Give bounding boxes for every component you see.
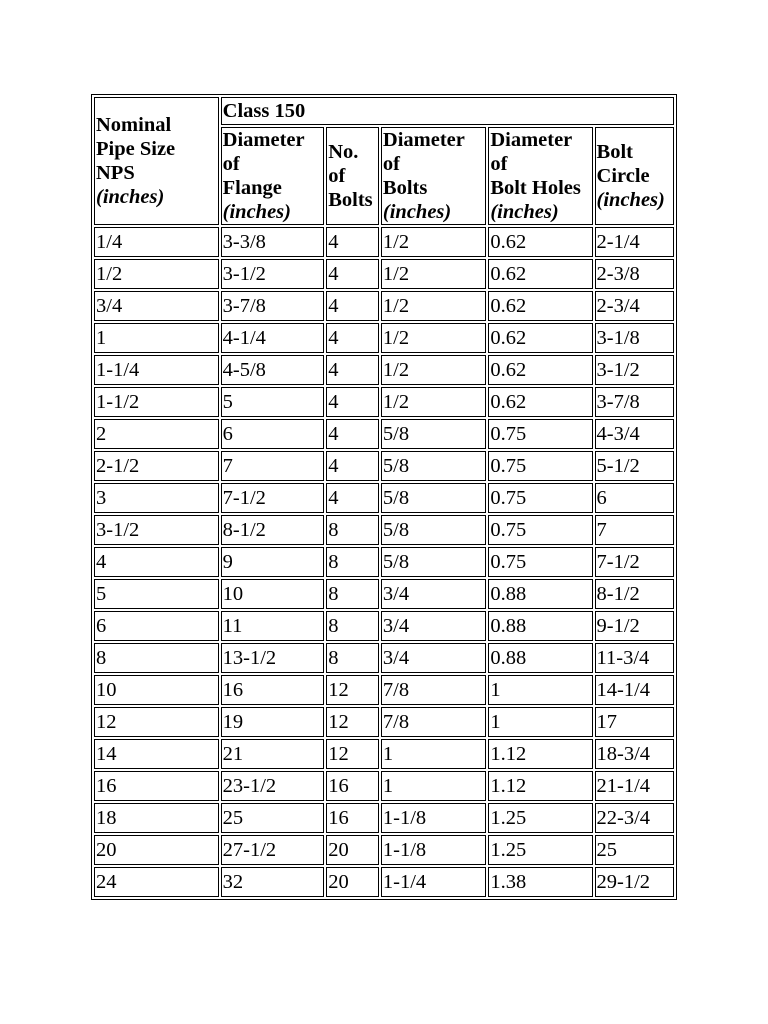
bolt-diameter-cell: 5/8 (381, 451, 486, 481)
flange-diameter-cell: 9 (221, 547, 325, 577)
bolt-count-cell: 16 (326, 803, 379, 833)
bolt-circle-cell: 5-1/2 (595, 451, 674, 481)
column-header-line: Diameter (222, 129, 305, 151)
header-row-class (94, 97, 674, 125)
bolt-count-cell: 4 (326, 419, 379, 449)
column-header-bolt-count (326, 127, 379, 225)
flange-diameter-cell: 7 (221, 451, 325, 481)
flange-diameter-cell: 3-7/8 (221, 291, 325, 321)
bolt-diameter-cell: 1/2 (381, 387, 486, 417)
bolt-hole-cell: 1.38 (488, 867, 592, 897)
flange-diameter-cell: 32 (221, 867, 325, 897)
bolt-circle-cell: 21-1/4 (595, 771, 674, 801)
table-row (94, 739, 674, 769)
bolt-diameter-cell: 7/8 (381, 707, 486, 737)
table-row (94, 803, 674, 833)
bolt-diameter-cell: 1/2 (381, 291, 486, 321)
table-row (94, 515, 674, 545)
column-header-unit: (inches) (596, 189, 665, 211)
nps-cell: 2 (94, 419, 219, 449)
bolt-diameter-cell: 3/4 (381, 579, 486, 609)
bolt-diameter-cell: 5/8 (381, 515, 486, 545)
bolt-count-cell: 4 (326, 355, 379, 385)
nps-header-line-3: NPS (96, 162, 135, 184)
table-row (94, 355, 674, 385)
table-row (94, 259, 674, 289)
nps-cell: 1/4 (94, 227, 219, 257)
bolt-circle-cell: 6 (595, 483, 674, 513)
bolt-hole-cell: 0.75 (488, 515, 592, 545)
column-header-line: Diameter (382, 129, 465, 151)
column-header-flange-diameter (221, 127, 325, 225)
bolt-diameter-cell: 1-1/4 (381, 867, 486, 897)
bolt-circle-cell: 7-1/2 (595, 547, 674, 577)
bolt-hole-cell: 1 (488, 707, 592, 737)
bolt-hole-cell: 0.75 (488, 419, 592, 449)
column-header-line: Diameter (490, 129, 573, 151)
flange-diameter-cell: 4-5/8 (221, 355, 325, 385)
flange-diameter-cell: 11 (221, 611, 325, 641)
bolt-diameter-cell: 1/2 (381, 259, 486, 289)
flange-diameter-cell: 5 (221, 387, 325, 417)
bolt-diameter-cell: 5/8 (381, 483, 486, 513)
bolt-count-cell: 12 (326, 739, 379, 769)
nps-cell: 12 (94, 707, 219, 737)
nps-header-line-1: Nominal (96, 114, 172, 136)
table-row (94, 675, 674, 705)
nps-header-cell (94, 97, 219, 225)
bolt-circle-cell: 2-1/4 (595, 227, 674, 257)
bolt-diameter-cell: 3/4 (381, 643, 486, 673)
bolt-count-cell: 20 (326, 835, 379, 865)
table-row (94, 579, 674, 609)
bolt-hole-cell: 0.88 (488, 579, 592, 609)
table-row (94, 387, 674, 417)
bolt-count-cell: 4 (326, 227, 379, 257)
column-header-unit: (inches) (222, 201, 291, 223)
bolt-count-cell: 8 (326, 515, 379, 545)
nps-cell: 16 (94, 771, 219, 801)
bolt-diameter-cell: 1-1/8 (381, 835, 486, 865)
column-header-line: Flange (222, 177, 282, 199)
table-row (94, 771, 674, 801)
flange-diameter-cell: 10 (221, 579, 325, 609)
table-row (94, 419, 674, 449)
bolt-diameter-cell: 1 (381, 771, 486, 801)
bolt-hole-cell: 0.62 (488, 323, 592, 353)
flange-diameter-cell: 21 (221, 739, 325, 769)
column-header-line: Bolt Holes (490, 177, 581, 199)
bolt-circle-cell: 11-3/4 (595, 643, 674, 673)
bolt-hole-cell: 0.62 (488, 355, 592, 385)
nps-cell: 1 (94, 323, 219, 353)
bolt-count-cell: 8 (326, 547, 379, 577)
bolt-count-cell: 4 (326, 451, 379, 481)
column-header-line: of (490, 153, 508, 175)
bolt-diameter-cell: 5/8 (381, 547, 486, 577)
bolt-count-cell: 8 (326, 611, 379, 641)
nps-cell: 24 (94, 867, 219, 897)
table-row (94, 451, 674, 481)
bolt-count-cell: 4 (326, 483, 379, 513)
bolt-hole-cell: 1.12 (488, 739, 592, 769)
bolt-circle-cell: 17 (595, 707, 674, 737)
bolt-circle-cell: 3-1/8 (595, 323, 674, 353)
bolt-hole-cell: 0.75 (488, 547, 592, 577)
bolt-hole-cell: 0.75 (488, 483, 592, 513)
table-row (94, 291, 674, 321)
nps-cell: 3-1/2 (94, 515, 219, 545)
bolt-hole-cell: 0.62 (488, 259, 592, 289)
bolt-diameter-cell: 1/2 (381, 355, 486, 385)
flange-diameter-cell: 3-3/8 (221, 227, 325, 257)
bolt-hole-cell: 1 (488, 675, 592, 705)
nps-cell: 4 (94, 547, 219, 577)
bolt-hole-cell: 1.25 (488, 835, 592, 865)
bolt-diameter-cell: 1-1/8 (381, 803, 486, 833)
bolt-count-cell: 12 (326, 707, 379, 737)
nps-header-line-2: Pipe Size (96, 138, 176, 160)
table-row (94, 227, 674, 257)
flange-diameter-cell: 6 (221, 419, 325, 449)
nps-cell: 5 (94, 579, 219, 609)
bolt-hole-cell: 0.62 (488, 291, 592, 321)
nps-cell: 8 (94, 643, 219, 673)
bolt-hole-cell: 0.62 (488, 227, 592, 257)
column-header-line: of (328, 165, 346, 187)
flange-diameter-cell: 4-1/4 (221, 323, 325, 353)
bolt-circle-cell: 7 (595, 515, 674, 545)
bolt-hole-cell: 1.25 (488, 803, 592, 833)
column-header-unit: (inches) (382, 201, 452, 223)
bolt-diameter-cell: 5/8 (381, 419, 486, 449)
column-header-line: Circle (596, 165, 650, 187)
column-header-line: No. (328, 141, 359, 163)
nps-cell: 20 (94, 835, 219, 865)
flange-diameter-cell: 3-1/2 (221, 259, 325, 289)
bolt-circle-cell: 8-1/2 (595, 579, 674, 609)
flange-diameter-cell: 13-1/2 (221, 643, 325, 673)
bolt-diameter-cell: 1/2 (381, 227, 486, 257)
flange-dimensions-table (91, 94, 677, 900)
table-header (94, 97, 674, 225)
column-header-line: of (382, 153, 400, 175)
bolt-circle-cell: 3-1/2 (595, 355, 674, 385)
nps-cell: 1-1/4 (94, 355, 219, 385)
nps-cell: 1-1/2 (94, 387, 219, 417)
class-header-cell: Class 150 (221, 97, 674, 125)
flange-diameter-cell: 16 (221, 675, 325, 705)
bolt-hole-cell: 1.12 (488, 771, 592, 801)
bolt-circle-cell: 3-7/8 (595, 387, 674, 417)
bolt-circle-cell: 29-1/2 (595, 867, 674, 897)
column-header-line: Bolts (382, 177, 428, 199)
bolt-count-cell: 8 (326, 643, 379, 673)
bolt-count-cell: 12 (326, 675, 379, 705)
bolt-count-cell: 16 (326, 771, 379, 801)
table-body (94, 227, 674, 897)
nps-cell: 10 (94, 675, 219, 705)
bolt-count-cell: 4 (326, 323, 379, 353)
table-row (94, 643, 674, 673)
nps-cell: 6 (94, 611, 219, 641)
bolt-diameter-cell: 3/4 (381, 611, 486, 641)
nps-cell: 18 (94, 803, 219, 833)
column-header-unit: (inches) (490, 201, 559, 223)
table-row (94, 835, 674, 865)
bolt-circle-cell: 18-3/4 (595, 739, 674, 769)
flange-diameter-cell: 7-1/2 (221, 483, 325, 513)
bolt-circle-cell: 22-3/4 (595, 803, 674, 833)
bolt-hole-cell: 0.88 (488, 611, 592, 641)
bolt-circle-cell: 14-1/4 (595, 675, 674, 705)
nps-cell: 3/4 (94, 291, 219, 321)
table-row (94, 867, 674, 897)
table-row (94, 483, 674, 513)
bolt-diameter-cell: 1 (381, 739, 486, 769)
column-header-line: Bolt (596, 141, 633, 163)
bolt-count-cell: 8 (326, 579, 379, 609)
bolt-circle-cell: 9-1/2 (595, 611, 674, 641)
table-row (94, 547, 674, 577)
table-row (94, 707, 674, 737)
nps-cell: 2-1/2 (94, 451, 219, 481)
flange-diameter-cell: 8-1/2 (221, 515, 325, 545)
flange-diameter-cell: 27-1/2 (221, 835, 325, 865)
table-row (94, 323, 674, 353)
nps-cell: 3 (94, 483, 219, 513)
column-header-bolt-diameter (381, 127, 486, 225)
nps-cell: 1/2 (94, 259, 219, 289)
nps-cell: 14 (94, 739, 219, 769)
bolt-hole-cell: 0.75 (488, 451, 592, 481)
bolt-count-cell: 4 (326, 259, 379, 289)
bolt-circle-cell: 25 (595, 835, 674, 865)
flange-diameter-cell: 19 (221, 707, 325, 737)
flange-diameter-cell: 25 (221, 803, 325, 833)
column-header-line: of (222, 153, 240, 175)
bolt-circle-cell: 2-3/8 (595, 259, 674, 289)
table-row (94, 611, 674, 641)
bolt-count-cell: 4 (326, 387, 379, 417)
bolt-circle-cell: 4-3/4 (595, 419, 674, 449)
bolt-hole-cell: 0.62 (488, 387, 592, 417)
bolt-count-cell: 20 (326, 867, 379, 897)
bolt-count-cell: 4 (326, 291, 379, 321)
bolt-diameter-cell: 1/2 (381, 323, 486, 353)
bolt-diameter-cell: 7/8 (381, 675, 486, 705)
nps-header-unit: (inches) (96, 186, 165, 208)
column-header-bolt-hole-diameter (488, 127, 592, 225)
flange-diameter-cell: 23-1/2 (221, 771, 325, 801)
column-header-bolt-circle (595, 127, 674, 225)
bolt-circle-cell: 2-3/4 (595, 291, 674, 321)
bolt-hole-cell: 0.88 (488, 643, 592, 673)
column-header-line: Bolts (328, 189, 373, 211)
